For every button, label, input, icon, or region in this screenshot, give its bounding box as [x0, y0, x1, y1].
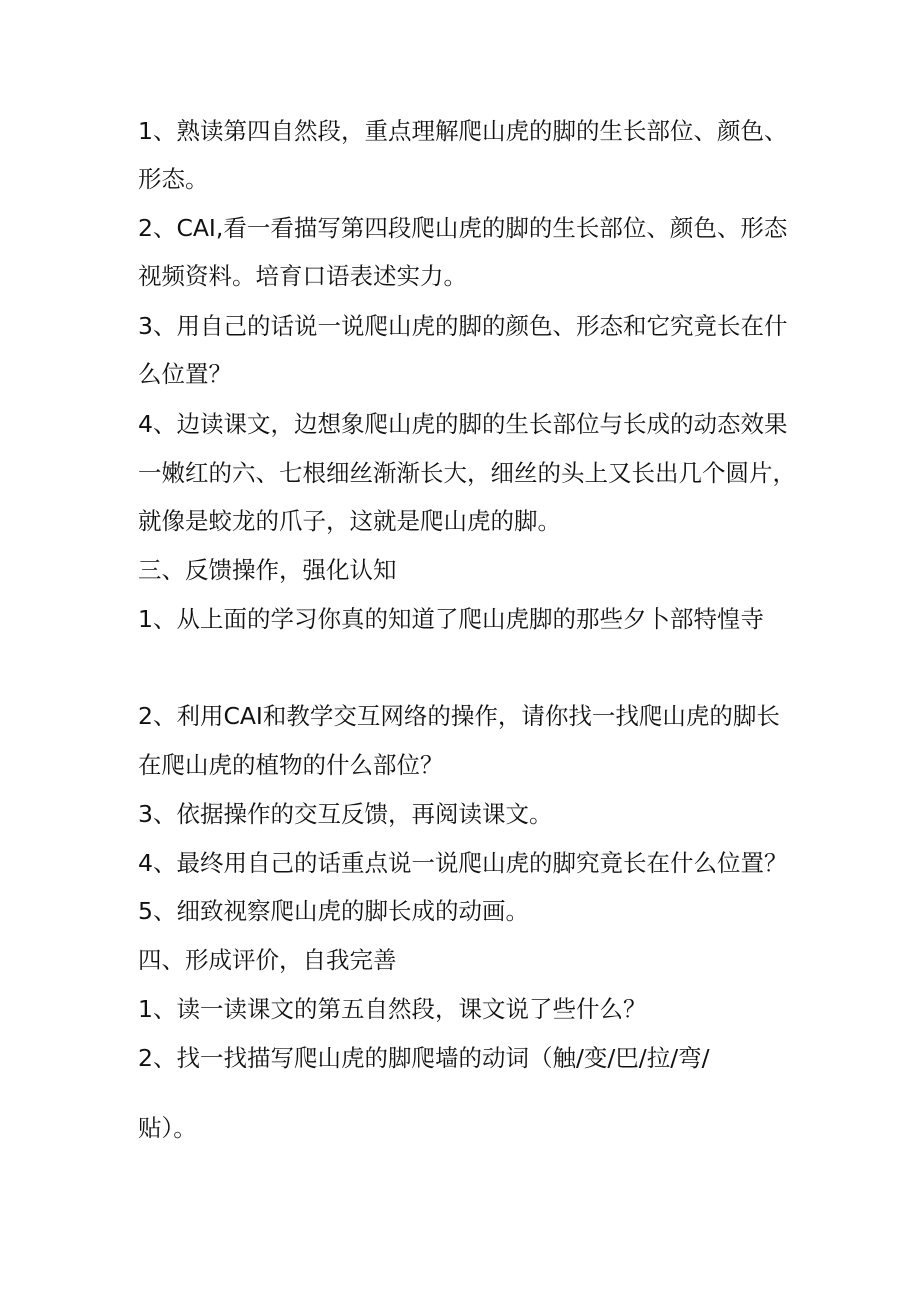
- section-heading: 三、反馈操作，强化认知: [138, 556, 397, 584]
- text-line: 一嫩红的六、七根细丝渐渐长大，细丝的头上又长出几个圆片，: [138, 459, 796, 487]
- text-line: 3、用自己的话说一说爬山虎的脚的颜色、形态和它究竟长在什: [138, 312, 788, 340]
- text-line: 形态。: [138, 165, 209, 193]
- text-line: 2、利用CAI和教学交互网络的操作，请你找一找爬山虎的脚长: [138, 702, 780, 730]
- text-line: 1、从上面的学习你真的知道了爬山虎脚的那些夕卜部特惶寺: [138, 605, 764, 633]
- text-line: 2、CAI,看一看描写第四段爬山虎的脚的生长部位、颜色、形态: [138, 214, 788, 242]
- text-line: 就像是蛟龙的爪子，这就是爬山虎的脚。: [138, 507, 561, 535]
- section-heading: 四、形成评价，自我完善: [138, 946, 397, 974]
- text-line: 2、找一找描写爬山虎的脚爬墙的动词（触/变/巴/拉/弯/: [138, 1044, 710, 1072]
- text-line: 1、读一读课文的第五自然段，课文说了些什么？: [138, 995, 647, 1023]
- text-line: 在爬山虎的植物的什么部位？: [138, 751, 444, 779]
- text-line: 么位置？: [138, 360, 232, 388]
- text-line: 贴）。: [138, 1114, 197, 1142]
- text-line: 5、细致视察爬山虎的脚长成的动画。: [138, 897, 529, 925]
- text-line: 3、依据操作的交互反馈，再阅读课文。: [138, 800, 553, 828]
- text-line: 视频资料。培育口语表述实力。: [138, 262, 467, 290]
- text-line: 1、熟读第四自然段，重点理解爬山虎的脚的生长部位、颜色、: [138, 117, 788, 145]
- text-line: 4、最终用自己的话重点说一说爬山虎的脚究竟长在什么位置？: [138, 849, 788, 877]
- text-line: 4、边读课文，边想象爬山虎的脚的生长部位与长成的动态效果: [138, 410, 788, 438]
